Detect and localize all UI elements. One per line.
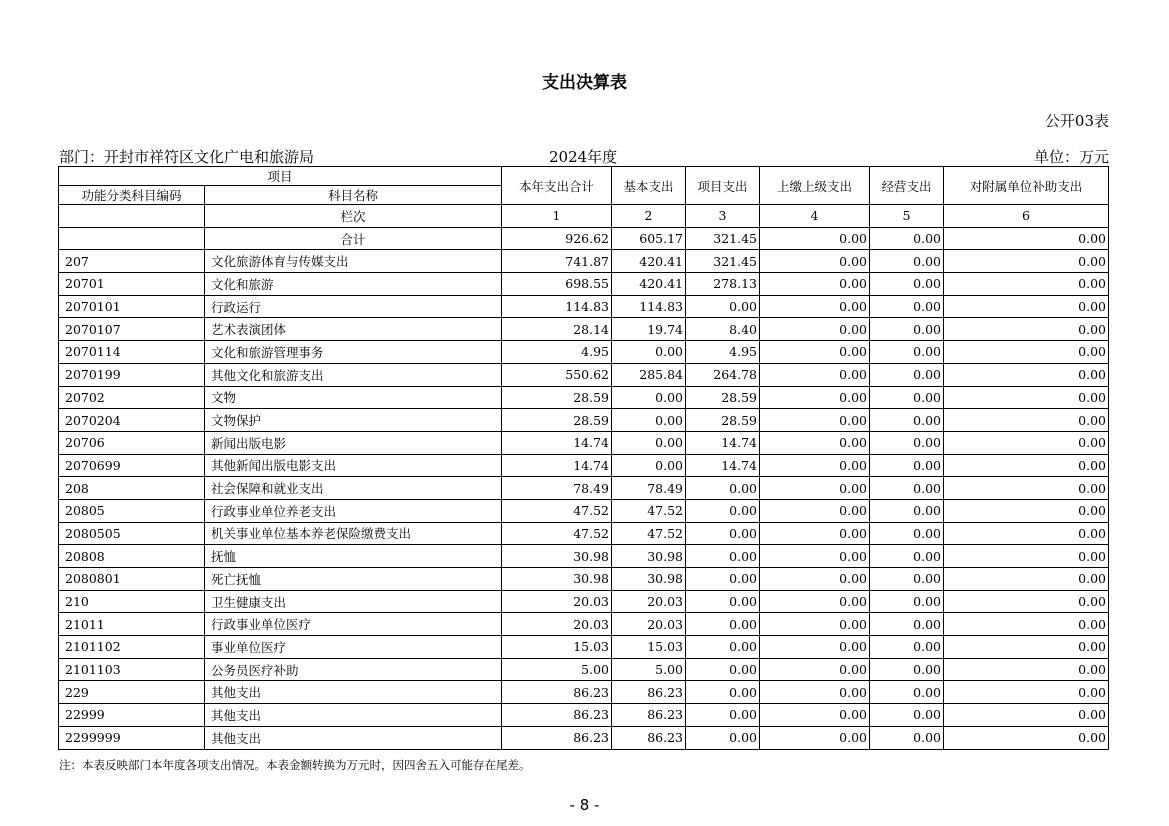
cell-basic: 605.17 [612,227,686,250]
cell-code: 208 [59,477,205,500]
cell-upper: 0.00 [760,295,870,318]
cell-basic: 0.00 [612,431,686,454]
cell-project: 0.00 [686,522,760,545]
cell-name: 文物保护 [205,409,502,432]
cell-project: 4.95 [686,341,760,364]
cell-project: 0.00 [686,658,760,681]
cell-code: 2299999 [59,726,205,749]
cell-project: 28.59 [686,409,760,432]
header-business: 经营支出 [870,167,944,205]
cell-upper: 0.00 [760,681,870,704]
cell-business: 0.00 [870,681,944,704]
header-basic: 基本支出 [612,167,686,205]
cell-basic: 420.41 [612,250,686,273]
cell-upper: 0.00 [760,522,870,545]
report-title: 支出决算表 [542,73,627,93]
cell-name: 艺术表演团体 [205,318,502,341]
cell-name: 文化和旅游 [205,273,502,296]
cell-name: 其他文化和旅游支出 [205,363,502,386]
column-number-blank [59,205,205,228]
cell-business: 0.00 [870,726,944,749]
cell-basic: 20.03 [612,613,686,636]
cell-basic: 0.00 [612,454,686,477]
cell-subsidy: 0.00 [944,568,1109,591]
cell-code: 2101102 [59,636,205,659]
table-row [59,454,1109,477]
table-row [59,658,1109,681]
cell-project: 0.00 [686,613,760,636]
cell-business: 0.00 [870,704,944,727]
cell-name: 卫生健康支出 [205,590,502,613]
cell-business: 0.00 [870,295,944,318]
cell-name: 社会保障和就业支出 [205,477,502,500]
cell-subsidy: 0.00 [944,318,1109,341]
cell-upper: 0.00 [760,227,870,250]
cell-business: 0.00 [870,250,944,273]
table-row [59,522,1109,545]
cell-upper: 0.00 [760,704,870,727]
table-row [59,499,1109,522]
cell-subsidy: 0.00 [944,250,1109,273]
header-name: 科目名称 [205,186,502,205]
cell-subsidy: 0.00 [944,681,1109,704]
cell-name: 文物 [205,386,502,409]
cell-business: 0.00 [870,454,944,477]
cell-total: 47.52 [502,499,612,522]
cell-total: 14.74 [502,454,612,477]
cell-upper: 0.00 [760,273,870,296]
cell-name: 合计 [205,227,502,250]
cell-business: 0.00 [870,341,944,364]
table-row [59,590,1109,613]
expenditure-table [58,166,1109,750]
department-label: 部门：开封市祥符区文化广电和旅游局 [59,148,315,166]
cell-code: 2101103 [59,658,205,681]
cell-subsidy: 0.00 [944,726,1109,749]
cell-name: 其他新闻出版电影支出 [205,454,502,477]
cell-code: 21011 [59,613,205,636]
cell-basic: 5.00 [612,658,686,681]
cell-subsidy: 0.00 [944,636,1109,659]
cell-name: 行政事业单位养老支出 [205,499,502,522]
cell-project: 14.74 [686,454,760,477]
cell-upper: 0.00 [760,658,870,681]
cell-total: 926.62 [502,227,612,250]
cell-basic: 30.98 [612,568,686,591]
table-row [59,250,1109,273]
cell-business: 0.00 [870,613,944,636]
cell-upper: 0.00 [760,409,870,432]
cell-name: 其他支出 [205,681,502,704]
cell-project: 0.00 [686,295,760,318]
cell-upper: 0.00 [760,318,870,341]
cell-total: 698.55 [502,273,612,296]
cell-total: 741.87 [502,250,612,273]
cell-business: 0.00 [870,499,944,522]
cell-total: 86.23 [502,726,612,749]
cell-code: 20701 [59,273,205,296]
cell-subsidy: 0.00 [944,454,1109,477]
cell-code: 2070101 [59,295,205,318]
cell-upper: 0.00 [760,363,870,386]
table-row [59,273,1109,296]
cell-project: 321.45 [686,227,760,250]
cell-project: 278.13 [686,273,760,296]
cell-code: 20702 [59,386,205,409]
cell-upper: 0.00 [760,545,870,568]
cell-subsidy: 0.00 [944,341,1109,364]
cell-code: 2070699 [59,454,205,477]
report-meta [59,146,1109,166]
table-tag: 公开03表 [1044,112,1109,130]
cell-code: 229 [59,681,205,704]
table-row [59,341,1109,364]
cell-code: 207 [59,250,205,273]
header-project: 项目支出 [686,167,760,205]
column-number: 1 [502,205,612,228]
header-upper: 上缴上级支出 [760,167,870,205]
cell-name: 其他支出 [205,704,502,727]
cell-total: 14.74 [502,431,612,454]
cell-upper: 0.00 [760,613,870,636]
cell-name: 机关事业单位基本养老保险缴费支出 [205,522,502,545]
cell-total: 4.95 [502,341,612,364]
header-total: 本年支出合计 [502,167,612,205]
cell-basic: 0.00 [612,341,686,364]
cell-basic: 78.49 [612,477,686,500]
cell-project: 321.45 [686,250,760,273]
cell-basic: 20.03 [612,590,686,613]
cell-total: 30.98 [502,568,612,591]
column-number: 2 [612,205,686,228]
table-row [59,704,1109,727]
cell-upper: 0.00 [760,636,870,659]
cell-code: 2070107 [59,318,205,341]
table-row [59,636,1109,659]
cell-subsidy: 0.00 [944,477,1109,500]
header-code: 功能分类科目编码 [59,186,205,205]
cell-business: 0.00 [870,273,944,296]
unit-label: 单位：万元 [1033,148,1109,166]
cell-business: 0.00 [870,363,944,386]
cell-upper: 0.00 [760,499,870,522]
cell-subsidy: 0.00 [944,431,1109,454]
table-row [59,409,1109,432]
cell-upper: 0.00 [760,386,870,409]
cell-subsidy: 0.00 [944,409,1109,432]
cell-subsidy: 0.00 [944,658,1109,681]
column-number: 6 [944,205,1109,228]
table-row [59,295,1109,318]
cell-project: 0.00 [686,704,760,727]
cell-upper: 0.00 [760,477,870,500]
cell-upper: 0.00 [760,431,870,454]
cell-total: 5.00 [502,658,612,681]
column-number: 4 [760,205,870,228]
cell-total: 30.98 [502,545,612,568]
cell-total: 28.14 [502,318,612,341]
cell-project: 264.78 [686,363,760,386]
column-number: 5 [870,205,944,228]
cell-basic: 30.98 [612,545,686,568]
cell-name: 死亡抚恤 [205,568,502,591]
cell-basic: 86.23 [612,726,686,749]
cell-business: 0.00 [870,431,944,454]
cell-name: 公务员医疗补助 [205,658,502,681]
cell-project: 28.59 [686,386,760,409]
column-number-row [59,205,1109,228]
cell-name: 其他支出 [205,726,502,749]
cell-business: 0.00 [870,318,944,341]
cell-subsidy: 0.00 [944,499,1109,522]
cell-name: 文化和旅游管理事务 [205,341,502,364]
cell-basic: 0.00 [612,386,686,409]
cell-business: 0.00 [870,545,944,568]
cell-project: 0.00 [686,499,760,522]
cell-total: 78.49 [502,477,612,500]
cell-project: 8.40 [686,318,760,341]
cell-basic: 285.84 [612,363,686,386]
cell-total: 28.59 [502,409,612,432]
cell-project: 0.00 [686,568,760,591]
cell-total: 20.03 [502,590,612,613]
table-row [59,726,1109,749]
cell-name: 抚恤 [205,545,502,568]
cell-basic: 86.23 [612,704,686,727]
cell-project: 14.74 [686,431,760,454]
footnote: 注：本表反映部门本年度各项支出情况。本表金额转换为万元时，因四舍五入可能存在尾差。 [59,758,531,772]
cell-basic: 19.74 [612,318,686,341]
cell-code: 2080801 [59,568,205,591]
cell-code: 2080505 [59,522,205,545]
cell-name: 文化旅游体育与传媒支出 [205,250,502,273]
cell-subsidy: 0.00 [944,704,1109,727]
cell-code: 20808 [59,545,205,568]
table-row [59,386,1109,409]
cell-subsidy: 0.00 [944,386,1109,409]
cell-subsidy: 0.00 [944,613,1109,636]
header-item: 项目 [59,167,502,186]
cell-upper: 0.00 [760,590,870,613]
table-row [59,613,1109,636]
table-row [59,227,1109,250]
table-row [59,363,1109,386]
cell-business: 0.00 [870,477,944,500]
cell-subsidy: 0.00 [944,227,1109,250]
page-number: - 8 - [569,796,600,814]
cell-name: 行政运行 [205,295,502,318]
cell-code [59,227,205,250]
cell-code: 2070114 [59,341,205,364]
cell-subsidy: 0.00 [944,545,1109,568]
header-subsidy: 对附属单位补助支出 [944,167,1109,205]
cell-business: 0.00 [870,590,944,613]
table-row [59,477,1109,500]
cell-project: 0.00 [686,590,760,613]
table-row [59,545,1109,568]
cell-subsidy: 0.00 [944,273,1109,296]
fiscal-year: 2024年度 [549,148,618,166]
cell-basic: 47.52 [612,522,686,545]
cell-name: 事业单位医疗 [205,636,502,659]
cell-name: 行政事业单位医疗 [205,613,502,636]
cell-total: 15.03 [502,636,612,659]
cell-basic: 15.03 [612,636,686,659]
cell-total: 47.52 [502,522,612,545]
cell-total: 114.83 [502,295,612,318]
cell-upper: 0.00 [760,568,870,591]
cell-total: 86.23 [502,681,612,704]
cell-basic: 420.41 [612,273,686,296]
cell-code: 210 [59,590,205,613]
cell-business: 0.00 [870,636,944,659]
cell-basic: 0.00 [612,409,686,432]
column-row-label: 栏次 [205,205,502,228]
cell-code: 2070204 [59,409,205,432]
cell-code: 20805 [59,499,205,522]
cell-project: 0.00 [686,545,760,568]
cell-business: 0.00 [870,227,944,250]
cell-upper: 0.00 [760,454,870,477]
cell-subsidy: 0.00 [944,363,1109,386]
cell-upper: 0.00 [760,341,870,364]
cell-business: 0.00 [870,522,944,545]
cell-business: 0.00 [870,568,944,591]
cell-project: 0.00 [686,477,760,500]
cell-code: 22999 [59,704,205,727]
cell-basic: 86.23 [612,681,686,704]
cell-business: 0.00 [870,658,944,681]
cell-code: 2070199 [59,363,205,386]
table-row [59,681,1109,704]
table-row [59,318,1109,341]
cell-subsidy: 0.00 [944,522,1109,545]
cell-code: 20706 [59,431,205,454]
cell-project: 0.00 [686,636,760,659]
cell-business: 0.00 [870,409,944,432]
cell-total: 86.23 [502,704,612,727]
cell-business: 0.00 [870,386,944,409]
column-number: 3 [686,205,760,228]
cell-upper: 0.00 [760,726,870,749]
cell-basic: 47.52 [612,499,686,522]
cell-upper: 0.00 [760,250,870,273]
cell-total: 20.03 [502,613,612,636]
table-row [59,568,1109,591]
cell-total: 28.59 [502,386,612,409]
cell-subsidy: 0.00 [944,590,1109,613]
table-body [59,227,1109,749]
cell-project: 0.00 [686,726,760,749]
cell-project: 0.00 [686,681,760,704]
cell-subsidy: 0.00 [944,295,1109,318]
cell-name: 新闻出版电影 [205,431,502,454]
cell-basic: 114.83 [612,295,686,318]
cell-total: 550.62 [502,363,612,386]
table-row [59,431,1109,454]
